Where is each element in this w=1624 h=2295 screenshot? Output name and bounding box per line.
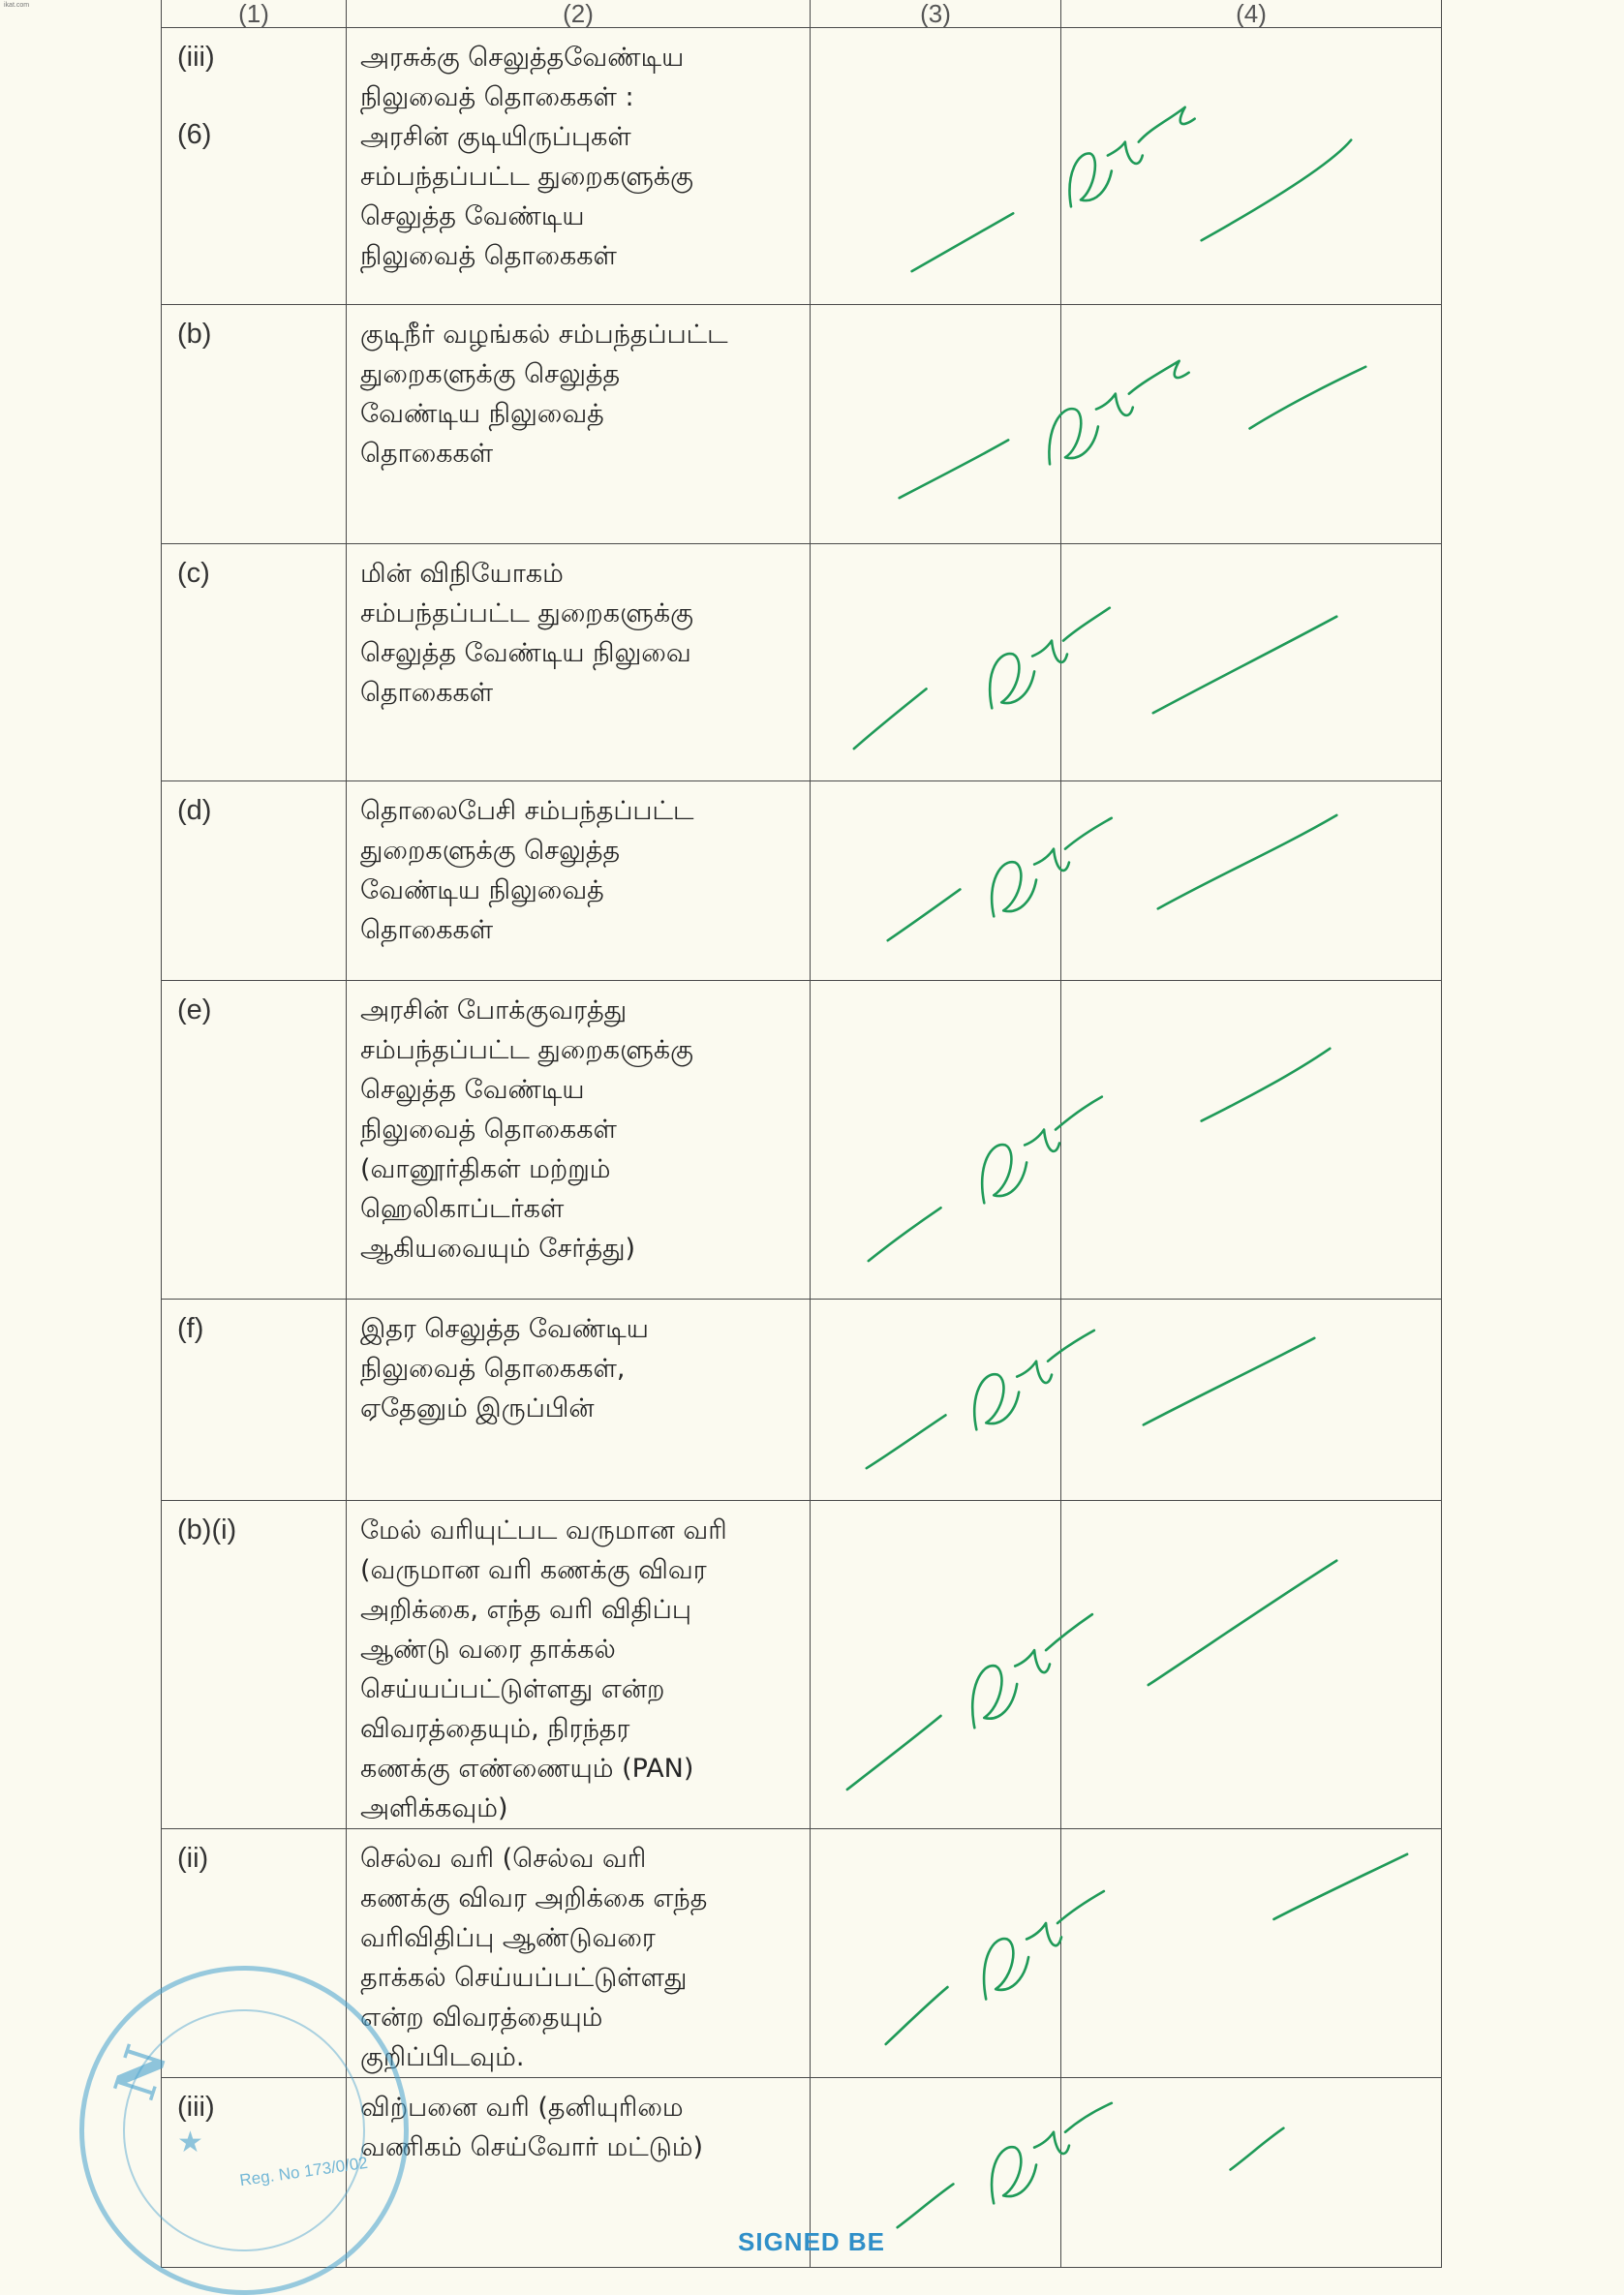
handwritten-illai-signature <box>1061 2078 1441 2267</box>
description-line: கணக்கு விவர அறிக்கை எந்த <box>360 1883 708 1913</box>
notary-seal-stamp <box>79 1966 409 2295</box>
description-line: மேல் வரியுட்பட வருமான வரி <box>360 1515 727 1545</box>
nil-signature-cell-4 <box>1061 781 1442 981</box>
handwritten-dash-signature <box>1061 544 1441 780</box>
nil-signature-cell-3 <box>811 544 1061 781</box>
nil-signature-cell-3 <box>811 981 1061 1300</box>
description-line: அறிக்கை, எந்த வரி விதிப்பு <box>360 1595 691 1625</box>
description-line: தாக்கல் செய்யப்பட்டுள்ளது <box>360 1963 688 1993</box>
item-number-cell <box>162 781 347 981</box>
description-line: சம்பந்தப்பட்ட துறைகளுக்கு <box>360 162 693 192</box>
description-line: வேண்டிய நிலுவைத் <box>360 875 604 905</box>
description-line: அரசின் குடியிருப்புகள் <box>360 122 631 152</box>
description-cell <box>347 781 811 981</box>
nil-signature-cell-3 <box>811 1501 1061 1829</box>
description-line: நிலுவைத் தொகைகள் <box>360 1115 617 1145</box>
nil-signature-cell-3 <box>811 305 1061 544</box>
nil-signature-cell-4 <box>1061 305 1442 544</box>
table-row <box>162 781 1442 981</box>
description-line: குறிப்பிடவும். <box>360 2042 525 2072</box>
handwritten-illai-signature <box>811 981 1060 1299</box>
column-header-row <box>162 0 1442 28</box>
handwritten-dash-signature <box>1061 781 1441 980</box>
item-number: (f) <box>177 1313 204 1344</box>
handwritten-dash-signature <box>811 28 1060 304</box>
nil-signature-cell-4 <box>1061 544 1442 781</box>
item-number: (ii) <box>177 1843 209 1874</box>
item-number: (d) <box>177 795 212 826</box>
description-line: கணக்கு எண்ணையும் (PAN) <box>360 1754 694 1784</box>
description-line: அரசுக்கு செலுத்தவேண்டிய <box>360 43 685 73</box>
nil-signature-cell-3 <box>811 1300 1061 1501</box>
description-line: ஆண்டு வரை தாக்கல் <box>360 1635 616 1665</box>
description-line: செலுத்த வேண்டிய <box>360 201 585 231</box>
handwritten-dash-signature <box>811 305 1060 543</box>
nil-signature-cell-4 <box>1061 2078 1442 2268</box>
table-row <box>162 1300 1442 1501</box>
description-line: தொகைகள் <box>360 678 494 708</box>
table-row <box>162 1501 1442 1829</box>
description-line: (வானூர்திகள் மற்றும் <box>360 1154 611 1184</box>
handwritten-illai-signature <box>1061 1829 1441 2077</box>
item-number-cell <box>162 1300 347 1501</box>
table-row <box>162 28 1442 305</box>
nil-signature-cell-3 <box>811 781 1061 981</box>
description-line: என்ற விவரத்தையும் <box>360 2003 603 2033</box>
description-cell <box>347 1501 811 1829</box>
description-line: விவரத்தையும், நிரந்தர <box>360 1714 630 1744</box>
item-number: (iii) <box>177 2092 215 2123</box>
item-number-cell <box>162 981 347 1300</box>
nil-signature-cell-4 <box>1061 981 1442 1300</box>
nil-signature-cell-4 <box>1061 1300 1442 1501</box>
description-line: செலுத்த வேண்டிய நிலுவை <box>360 638 691 668</box>
handwritten-illai-signature <box>1061 28 1441 304</box>
handwritten-dash-signature <box>811 1829 1060 2077</box>
description-cell <box>347 1829 811 2078</box>
column-header-4: (4) <box>1061 0 1442 28</box>
description-line: வரிவிதிப்பு ஆண்டுவரை <box>360 1923 656 1953</box>
handwritten-illai-signature <box>811 1300 1060 1500</box>
description-line: நிலுவைத் தொகைகள் <box>360 241 617 271</box>
description-line: மின் விநியோகம் <box>360 559 564 589</box>
description-line: செல்வ வரி (செல்வ வரி <box>360 1844 647 1874</box>
item-number: (6) <box>177 119 212 150</box>
column-header-3: (3) <box>811 0 1061 28</box>
item-number-cell <box>162 1501 347 1829</box>
column-header-1: (1) <box>162 0 347 28</box>
description-line: ஏதேனும் இருப்பின் <box>360 1393 595 1423</box>
description-line: தொகைகள் <box>360 439 494 469</box>
nil-signature-cell-4 <box>1061 1501 1442 1829</box>
handwritten-illai-signature <box>811 544 1060 780</box>
description-line: ஆகியவையும் சேர்த்து) <box>360 1234 636 1264</box>
seal-inner-ring <box>123 2009 365 2251</box>
description-line: துறைகளுக்கு செலுத்த <box>360 359 621 389</box>
description-line: நிலுவைத் தொகைகள், <box>360 1354 626 1384</box>
star-icon: ★ <box>177 2126 203 2159</box>
description-line: சம்பந்தப்பட்ட துறைகளுக்கு <box>360 1035 693 1065</box>
nil-signature-cell-4 <box>1061 28 1442 305</box>
signed-stamp-text: SIGNED BE <box>738 2227 886 2256</box>
description-line: துறைகளுக்கு செலுத்த <box>360 836 621 866</box>
description-line: இதர செலுத்த வேண்டிய <box>360 1314 649 1344</box>
description-line: தொலைபேசி சம்பந்தப்பட்ட <box>360 796 694 826</box>
description-cell <box>347 1300 811 1501</box>
description-line: குடிநீர் வழங்கல் சம்பந்தப்பட்ட <box>360 320 728 350</box>
description-line: விற்பனை வரி (தனியுரிமை <box>360 2093 684 2123</box>
seal-text: N <box>102 2037 181 2108</box>
table-row <box>162 544 1442 781</box>
affidavit-table <box>161 0 1442 2268</box>
handwritten-illai-signature <box>811 1501 1060 1828</box>
table-row <box>162 981 1442 1300</box>
description-cell <box>347 28 811 305</box>
description-cell <box>347 981 811 1300</box>
handwritten-illai-signature <box>811 781 1060 980</box>
handwritten-dash-signature <box>1061 981 1441 1299</box>
item-number: (b) <box>177 319 212 350</box>
handwritten-dash-signature <box>1061 1300 1441 1500</box>
description-cell <box>347 305 811 544</box>
nil-signature-cell-3 <box>811 28 1061 305</box>
handwritten-dash-signature <box>1061 1501 1441 1828</box>
seal-registration-number: Reg. No 173/0/02 <box>238 2153 369 2190</box>
column-header-2: (2) <box>347 0 811 28</box>
item-number-cell <box>162 28 347 305</box>
description-line: அரசின் போக்குவரத்து <box>360 995 628 1025</box>
description-cell <box>347 544 811 781</box>
description-line: ஹெலிகாப்டர்கள் <box>360 1194 565 1224</box>
table-row <box>162 305 1442 544</box>
item-number-cell <box>162 305 347 544</box>
corner-watermark: ikat.com <box>4 2 30 9</box>
handwritten-illai-signature <box>1061 305 1441 543</box>
nil-signature-cell-3 <box>811 1829 1061 2078</box>
description-line: செலுத்த வேண்டிய <box>360 1075 585 1105</box>
description-line: வணிகம் செய்வோர் மட்டும்) <box>360 2132 704 2162</box>
description-line: (வருமான வரி கணக்கு விவர <box>360 1555 707 1585</box>
description-line: தொகைகள் <box>360 915 494 945</box>
description-line: சம்பந்தப்பட்ட துறைகளுக்கு <box>360 598 693 628</box>
description-line: நிலுவைத் தொகைகள் : <box>360 82 634 112</box>
description-line: அளிக்கவும்) <box>360 1793 508 1823</box>
description-line: செய்யப்பட்டுள்ளது என்ற <box>360 1674 665 1704</box>
item-number: (iii) <box>177 42 215 73</box>
nil-signature-cell-4 <box>1061 1829 1442 2078</box>
item-number-cell <box>162 544 347 781</box>
item-number: (c) <box>177 558 210 589</box>
item-number: (b)(i) <box>177 1515 237 1545</box>
item-number: (e) <box>177 994 212 1025</box>
description-line: வேண்டிய நிலுவைத் <box>360 399 604 429</box>
